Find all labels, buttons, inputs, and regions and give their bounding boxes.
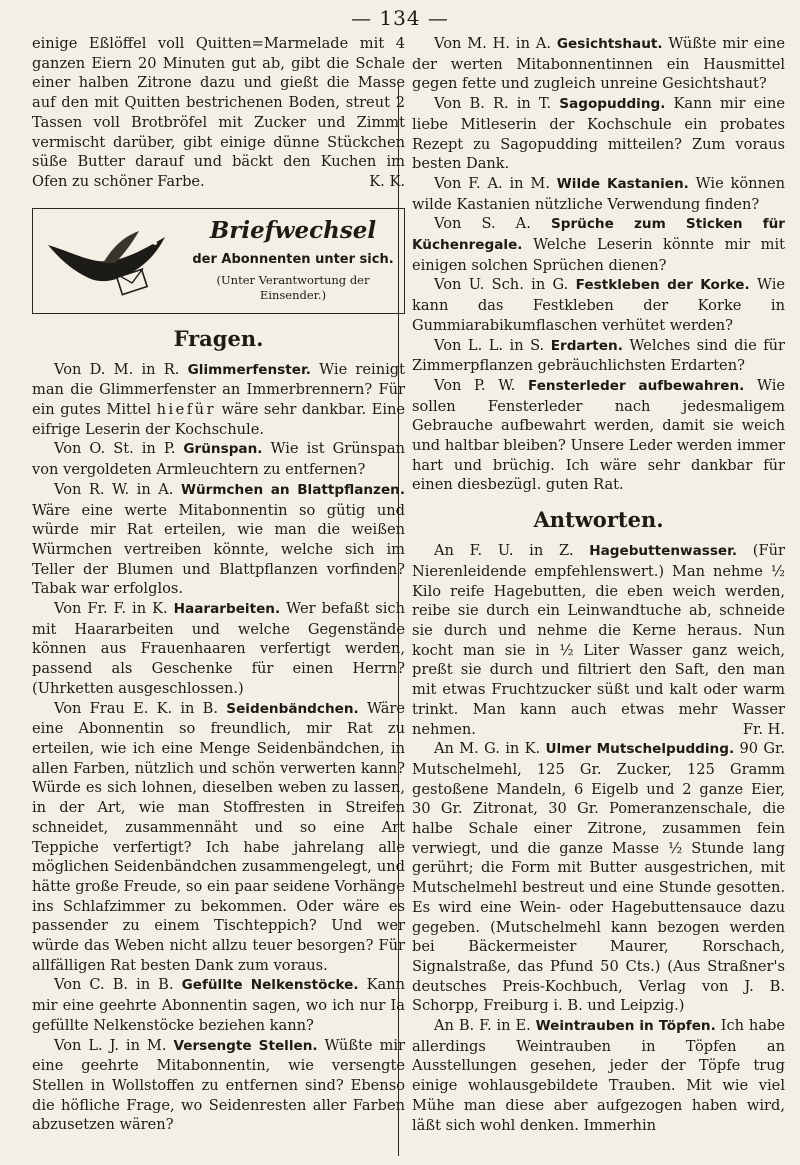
left-column [32, 34, 405, 1135]
banner-subtitle: der Abonnenten unter sich. [192, 251, 394, 267]
heading-fragen: Fragen. [173, 325, 264, 351]
right-column [412, 34, 785, 1135]
banner-title: Briefwechsel [209, 216, 377, 244]
question-item: Von U. Sch. in G. Festkleben der Korke. Wie kann das Festkleben der Korke in Gummiarabikumflaschen verhütet werden? [412, 276, 786, 334]
answer-item: An M. G. in K. Ulmer Mutschelpudding. 90 Gr. Mutschelmehl, 125 Gr. Zucker, 125 Gramm gestoßene Mandeln, 6 Eigelb und 2 ganze Eier, 30 Gr. Zitronat, 30 Gr. Pomeranzenschale, die halbe Schale einer Zitrone, zusammen fein verwiegt, und die ganze Masse ½ Stunde lang gerührt; die Form mit Butter ausgestrichen, mit Mutschelmehl bestreut und eine Stunde gesotten. Es wird eine Wein- oder Hagebuttensauce dazu gegeben. (Mutschelmehl kann bezogen werden bei Bäckermeister Maurer, Rorschach, Signalstraße, das Pfund 50 Cts.) (Aus Straßner's deutsches Preis-Kochbuch, Verlag von J. B. Schorpp, Freiburg i. B. und Leipzig.) [412, 740, 785, 1015]
question-item: Von C. B. in B. Gefüllte Nelkenstöcke. Kann mir eine geehrte Abonnentin sagen, wo ich nur Ia gefüllte Nelkenstöcke beziehen kann? [32, 976, 406, 1034]
question-item: Von M. H. in A. Gesichtshaut. Wüßte mir eine der werten Mitabonnentinnen ein Hausmittel gegen fette und zugleich unreine Gesichtshaut? [412, 35, 786, 93]
page-number: — 134 — [351, 6, 449, 30]
answer-item: An F. U. in Z. Hagebuttenwasser. (Für Nierenleidende empfehlenswert.) Man nehme ½ Kilo reife Hagebutten, die eben weich werden, reibe sie durch ein Leinwandtuche ab, schneide sie durch und nehme die Kerne heraus. Nun kocht man sie in ½ Liter Wasser ganz weich, preßt sie durch und filtriert den Saft, den man mit etwas Fruchtzucker süßt und kalt oder warm trinkt. Man kann auch etwas mehr Wasser nehmen. Fr. H. [412, 542, 785, 738]
correspondence-banner [32, 208, 405, 314]
question-item: Von S. A. Sprüche zum Sticken für Küchenregale. Welche Leserin könnte mir mit einigen solchen Sprüchen dienen? [412, 215, 786, 274]
question-item: Von Frau E. K. in B. Seidenbändchen. Wäre eine Abonnentin so freundlich, mir Rat zu erteilen, wie ich eine Menge Seidenbändchen, in allen Farben, nützlich und schön verwerten kann? Würde es sich lohnen, dieselben weben zu lassen, in der Art, wie man Stoffresten in Streifen schneidet, zusammennäht und so eine Art Teppiche verfertigt? Ich habe jahrelang alle möglichen Seidenbändchen zusammengelegt, und hätte große Freude, so ein paar seidene Vorhänge ins Schlafzimmer zu bekommen. Oder wäre es passender zu einem Tischteppich? Und wer würde das Weben nicht allzu teuer besorgen? Für allfälligen Rat besten Dank zum voraus. [32, 699, 406, 974]
question-item: Von O. St. in P. Grünspan. Wie ist Grünspan von vergoldeten Armleuchtern zu entfernen? [32, 440, 406, 479]
question-item: Von L. L. in S. Erdarten. Welches sind die für Zimmerpflanzen gebräuchlichsten Erdarten? [412, 336, 785, 375]
answer-signature: Fr. H. [742, 720, 785, 738]
question-item: Von D. M. in R. Glimmerfenster. Wie reinigt man die Glimmerfenster an Immerbrennern? Für ein gutes Mittel hiefür wäre sehr dankbar. Eine eifrige Leserin der Kochschule. [32, 360, 406, 438]
question-item: Von R. W. in A. Würmchen an Blattpflanzen. Wäre eine werte Mitabonnentin so gütig und würde mir Rat erteilen, wie man die weißen Würmchen vertreiben könnte, welche sich im Teller der Blumen und Blattpflanzen vorfinden? Tabak war erfolglos. [32, 480, 406, 598]
question-item: Von P. W. Fensterleder aufbewahren. Wie sollen Fensterleder nach jedesmaligem Gebrauche aufbewahrt werden, damit sie weich und haltbar bleiben? Unsere Leder werden immer hart und brüchig. Ich wäre sehr dankbar für einen diesbezügl. guten Rat. [412, 376, 786, 494]
question-item: Von Fr. F. in K. Haararbeiten. Wer befaßt sich mit Haararbeiten und welche Gegenstände können aus Frauenhaaren verfertigt werden, passend als Geschenke für einen Herrn? (Uhrketten ausgeschlossen.) [32, 600, 406, 697]
banner-note: (Unter Verantwortung der Einsender.) [216, 272, 370, 302]
bird-with-letter-icon [43, 223, 173, 303]
answer-item: An B. F. in E. Weintrauben in Töpfen. Ich habe allerdings Weintrauben in Töpfen an Ausstellungen gesehen, jeder der Töpfe trug einige wohlausgebildete Trauben. Mit wie viel Mühe man diese aber aufgezogen haben wird, läßt sich wohl denken. Immerhin [412, 1017, 786, 1134]
recipe-continuation: einige Eßlöffel voll Quitten=Marmelade mit 4 ganzen Eiern 20 Minuten gut ab, gibt die Schale einer halben Zitrone dazu und gießt die Masse auf den mit Quitten bestrichenen Boden, streut 2 Tassen voll Brotbröfel mit Zucker und Zimmt vermischt darüber, gibt einige dünne Stückchen süße Butter darauf und bäckt den Kuchen im Ofen zu schöner Farbe. K. K. [32, 35, 405, 190]
question-item: Von B. R. in T. Sagopudding. Kann mir eine liebe Mitleserin der Kochschule ein probates Rezept zu Sagopudding mitteilen? Zum voraus besten Dank. [412, 95, 785, 173]
question-item: Von F. A. in M. Wilde Kastanien. Wie können wilde Kastanien nützliche Verwendung finden? [412, 174, 785, 213]
recipe-signature: K. K. [369, 172, 405, 190]
question-item: Von L. J. in M. Versengte Stellen. Wüßte mir eine geehrte Mitabonnentin, wie versengte Stellen in Wollstoffen zu entfernen sind? Ebenso die höfliche Frage, wo Seidenresten aller Farben abzusetzen wären? [32, 1036, 406, 1134]
heading-antworten: Antworten. [533, 507, 664, 533]
